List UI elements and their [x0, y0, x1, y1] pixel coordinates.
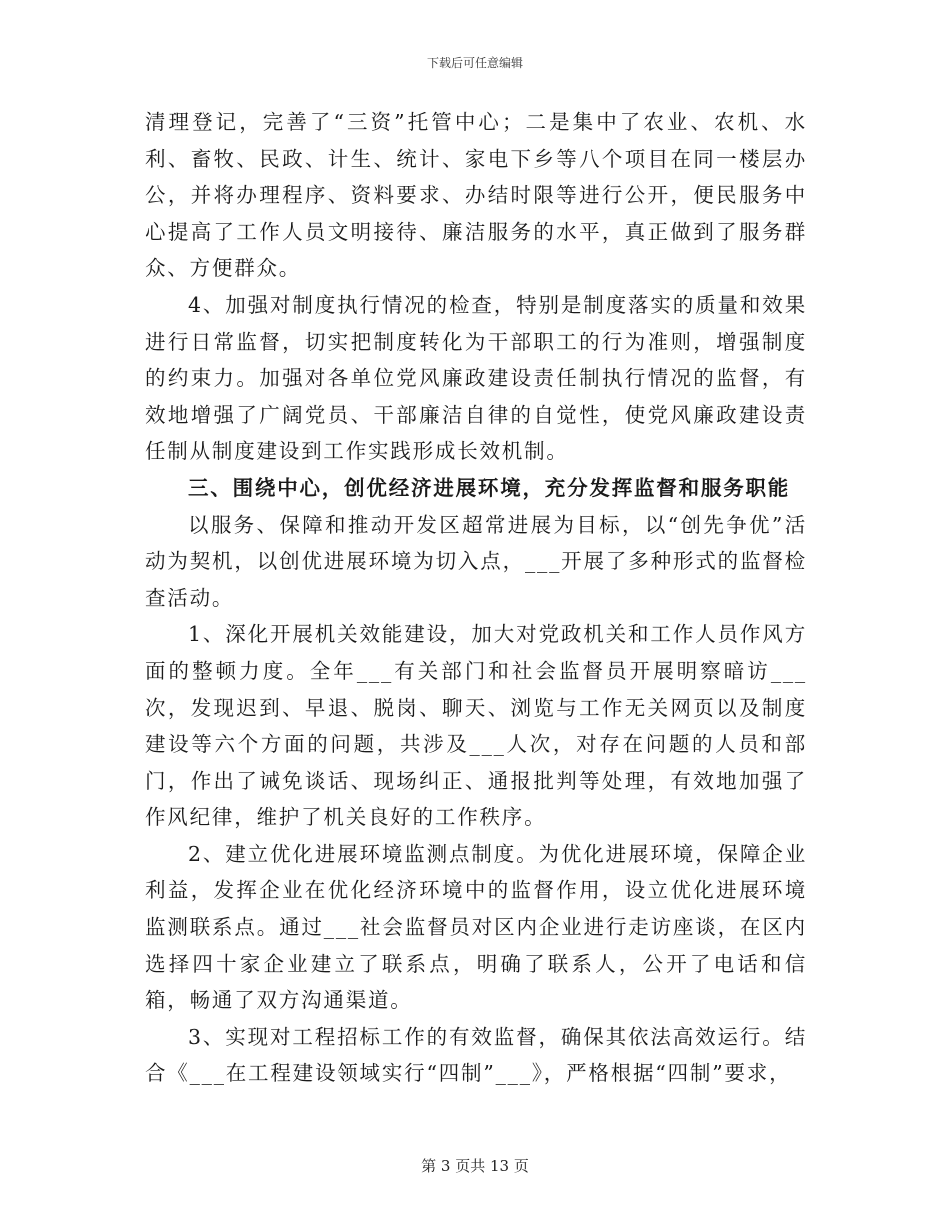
document-body [145, 104, 807, 1092]
paragraph-6: 3、实现对工程招标工作的有效监督，确保其依法高效运行。结合《___在工程建设领域实行“四制”___》，严格根据“四制”要求， [145, 1024, 807, 1086]
paragraph-3: 以服务、保障和推动开发区超常进展为目标，以“创先争优”活动为契机，以创优进展环境为切入点，___开展了多种形式的监督检查活动。 [145, 512, 807, 610]
page-footer: 第 3 页共 13 页 [421, 1157, 529, 1175]
page-header: 下载后可任意编辑 [426, 56, 523, 70]
paragraph-1: 清理登记，完善了“三资”托管中心；二是集中了农业、农机、水利、畜牧、民政、计生、统计、家电下乡等八个项目在同一楼层办公，并将办理程序、资料要求、办结时限等进行公开，便民服务中心提高了工作人员文明接待、廉洁服务的水平，真正做到了服务群众、方便群众。 [145, 110, 807, 281]
paragraph-2: 4、加强对制度执行情况的检查，特别是制度落实的质量和效果进行日常监督，切实把制度转化为干部职工的行为准则，增强制度的约束力。加强对各单位党风廉政建设责任制执行情况的监督，有效地增强了广阔党员、干部廉洁自律的自觉性，使党风廉政建设责任制从制度建设到工作实践形成长效机制。 [145, 292, 807, 464]
paragraph-5: 2、建立优化进展环境监测点制度。为优化进展环境，保障企业利益，发挥企业在优化经济环境中的监督作用，设立优化进展环境监测联系点。通过___社会监督员对区内企业进行走访座谈，在区内选择四十家企业建立了联系点，明确了联系人，公开了电话和信箱，畅通了双方沟通渠道。 [145, 841, 807, 1013]
section-heading: 三、围绕中心，创优经济进展环境，充分发挥监督和服务职能 [188, 475, 791, 500]
paragraph-4: 1、深化开展机关效能建设，加大对党政机关和工作人员作风方面的整顿力度。全年___有关部门和社会监督员开展明察暗访___次，发现迟到、早退、脱岗、聊天、浏览与工作无关网页以及制度建设等六个方面的问题，共涉及___人次，对存在问题的人员和部门，作出了诫免谈话、现场纠正、通报批判等处理，有效地加强了作风纪律，维护了机关良好的工作秩序。 [145, 622, 807, 830]
